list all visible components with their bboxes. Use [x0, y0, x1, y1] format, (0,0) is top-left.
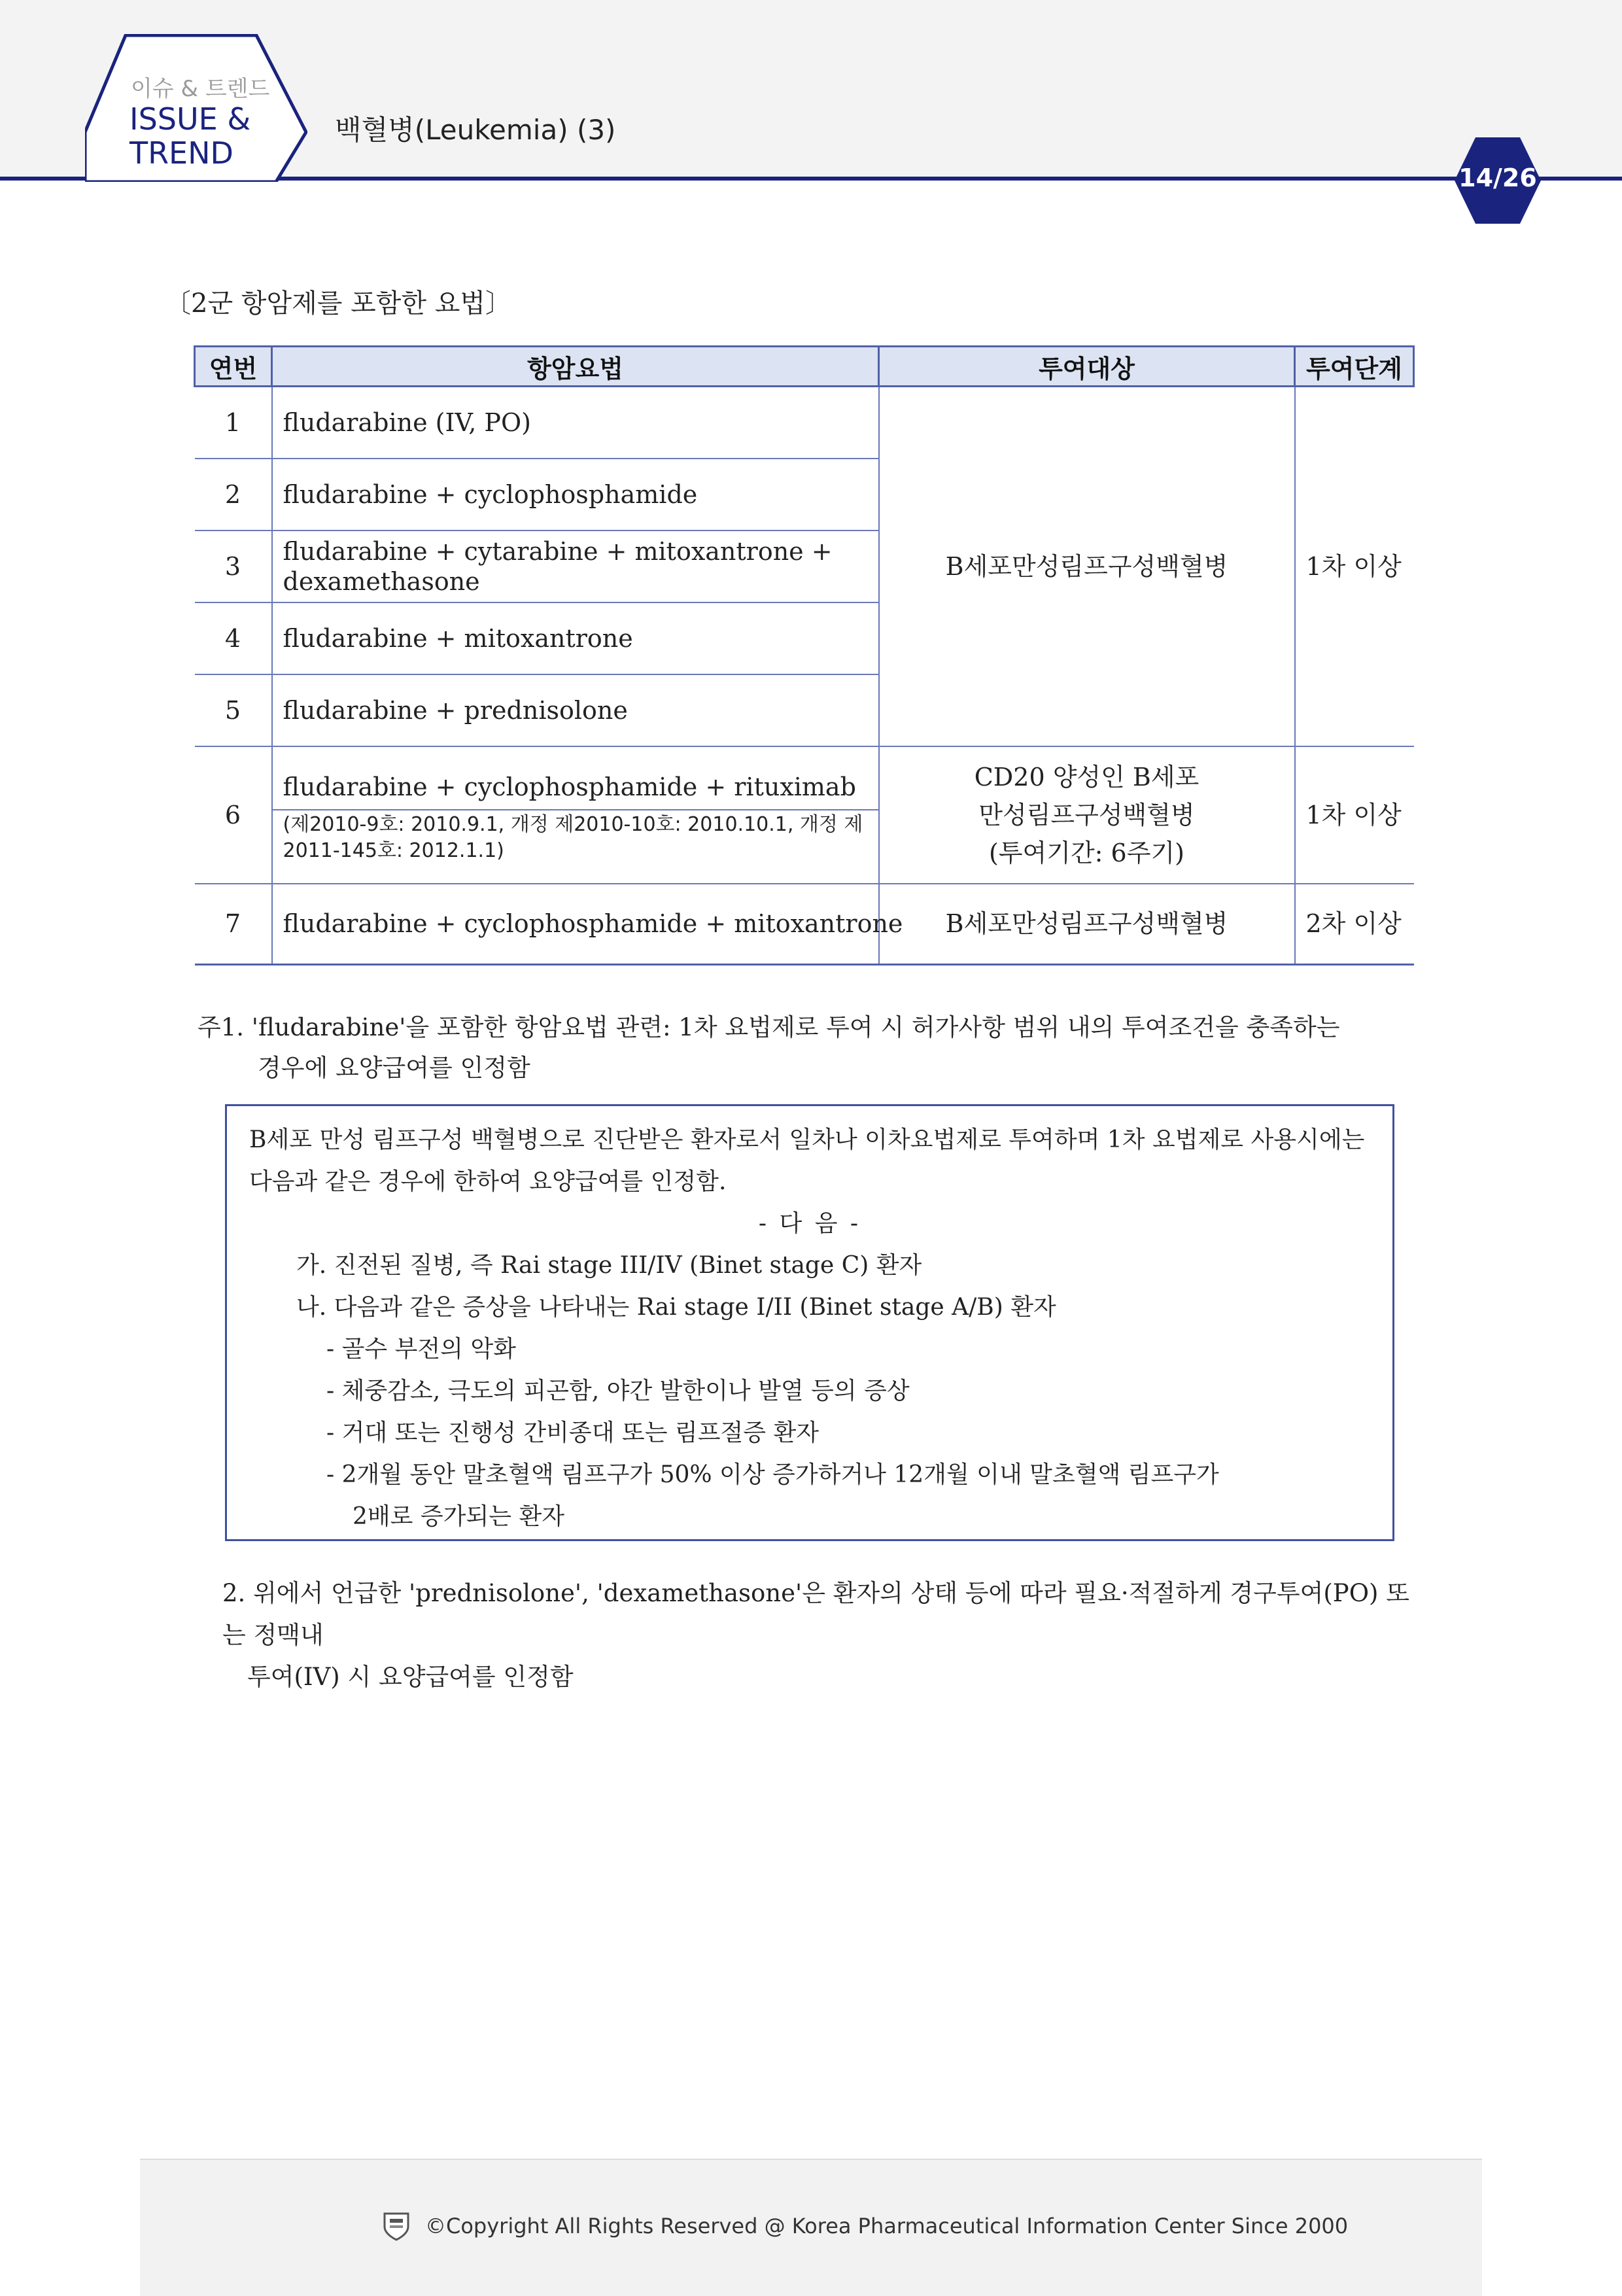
criteria-sub-3: - 거대 또는 진행성 간비종대 또는 림프절증 환자 [326, 1419, 820, 1446]
cell-regimen: fludarabine + cyclophosphamide + mitoxantrone [272, 884, 879, 965]
note-2 [222, 1573, 1426, 1698]
cell-number: 2 [195, 459, 272, 531]
cell-number: 4 [195, 602, 272, 674]
cell-stage: 1차 이상 [1295, 746, 1414, 884]
cell-number: 6 [195, 746, 272, 884]
cell-target-line2: 만성림프구성백혈병 [978, 800, 1195, 829]
header-cell-target: 투여대상 [879, 347, 1295, 387]
table-header-row [195, 347, 1414, 387]
note-1-line2: 경우에 요양급여를 인정함 [258, 1054, 530, 1082]
table-row [195, 387, 1414, 459]
header-cell-number: 연번 [195, 347, 272, 387]
cell-regimen: fludarabine + cyclophosphamide [272, 459, 879, 531]
criteria-sub-4-cont: 2배로 증가되는 환자 [353, 1503, 564, 1530]
section-title: 〔2군 항암제를 포함한 요법〕 [165, 288, 511, 319]
cell-target-line3: (투여기간: 6주기) [989, 838, 1184, 867]
criteria-sub-2: - 체중감소, 극도의 피곤함, 야간 발한이나 발열 등의 증상 [326, 1378, 910, 1404]
cell-target [879, 746, 1295, 884]
table-row [195, 746, 1414, 884]
cell-number: 1 [195, 387, 272, 459]
header-cell-regimen: 항암요법 [272, 347, 879, 387]
criteria-item-a: 가. 진전된 질병, 즉 Rai stage III/IV (Binet stage C) 환자 [296, 1252, 922, 1279]
cell-target-line1: CD20 양성인 B세포 [974, 762, 1199, 791]
criteria-sub-4: - 2개월 동안 말초혈액 림프구가 50% 이상 증가하거나 12개월 이내 말초혈액 림프구가 [326, 1461, 1219, 1488]
note-2-line2: 투여(IV) 시 요양급여를 인정함 [247, 1663, 574, 1691]
cell-regimen: fludarabine (IV, PO) [272, 387, 879, 459]
criteria-heading: - 다 음 - [758, 1210, 861, 1237]
badge-korean-label: 이슈 & 트렌드 [131, 76, 270, 102]
criteria-line1: B세포 만성 림프구성 백혈병으로 진단받은 환자로서 일차나 이차요법제로 투여하며 1차 요법제로 사용시에는 [249, 1126, 1365, 1153]
footer-copyright: ©Copyright All Rights Reserved @ Korea Pharmaceutical Information Center Since 2000 [425, 2214, 1349, 2238]
cell-number: 5 [195, 674, 272, 746]
cell-regimen-text: fludarabine + cyclophosphamide + rituximab [273, 765, 878, 810]
cell-regimen: fludarabine + mitoxantrone [272, 602, 879, 674]
criteria-item-b: 나. 다음과 같은 증상을 나타내는 Rai stage I/II (Binet stage A/B) 환자 [296, 1294, 1056, 1321]
cell-target: B세포만성림프구성백혈병 [879, 884, 1295, 965]
cell-regimen-note: (제2010-9호: 2010.9.1, 개정 제2010-10호: 2010.10.1, 개정 제2011-145호: 2012.1.1) [283, 812, 863, 862]
criteria-line2: 다음과 같은 경우에 한하여 요양급여를 인정함. [249, 1168, 727, 1195]
note-1 [198, 1007, 1427, 1088]
header-cell-stage: 투여단계 [1295, 347, 1414, 387]
regimen-table [194, 345, 1415, 965]
badge-english-line1: ISSUE & [129, 101, 251, 137]
criteria-box [225, 1104, 1394, 1541]
cell-regimen: fludarabine + prednisolone [272, 674, 879, 746]
note-2-line1: 2. 위에서 언급한 'prednisolone', 'dexamethasone'은 환자의 상태 등에 따라 필요·적절하게 경구투여(PO) 또는 정맥내 [222, 1579, 1409, 1649]
badge-english-line2: TREND [129, 135, 233, 171]
cell-regimen: fludarabine + cytarabine + mitoxantrone + dexamethasone [272, 531, 879, 602]
cell-number: 3 [195, 531, 272, 602]
page-number: 14/26 [1458, 164, 1537, 192]
cell-regimen [272, 746, 879, 884]
note-1-line1: 주1. 'fludarabine'을 포함한 항암요법 관련: 1차 요법제로 투여 시 허가사항 범위 내의 투여조건을 충족하는 [198, 1013, 1340, 1041]
cell-stage: 2차 이상 [1295, 884, 1414, 965]
shield-logo-icon [382, 2211, 411, 2241]
cell-number: 7 [195, 884, 272, 965]
document-title: 백혈병(Leukemia) (3) [335, 114, 616, 146]
cell-target-group: B세포만성림프구성백혈병 [879, 387, 1295, 746]
criteria-sub-1: - 골수 부전의 악화 [326, 1336, 516, 1363]
table-row [195, 884, 1414, 965]
cell-stage-group: 1차 이상 [1295, 387, 1414, 746]
